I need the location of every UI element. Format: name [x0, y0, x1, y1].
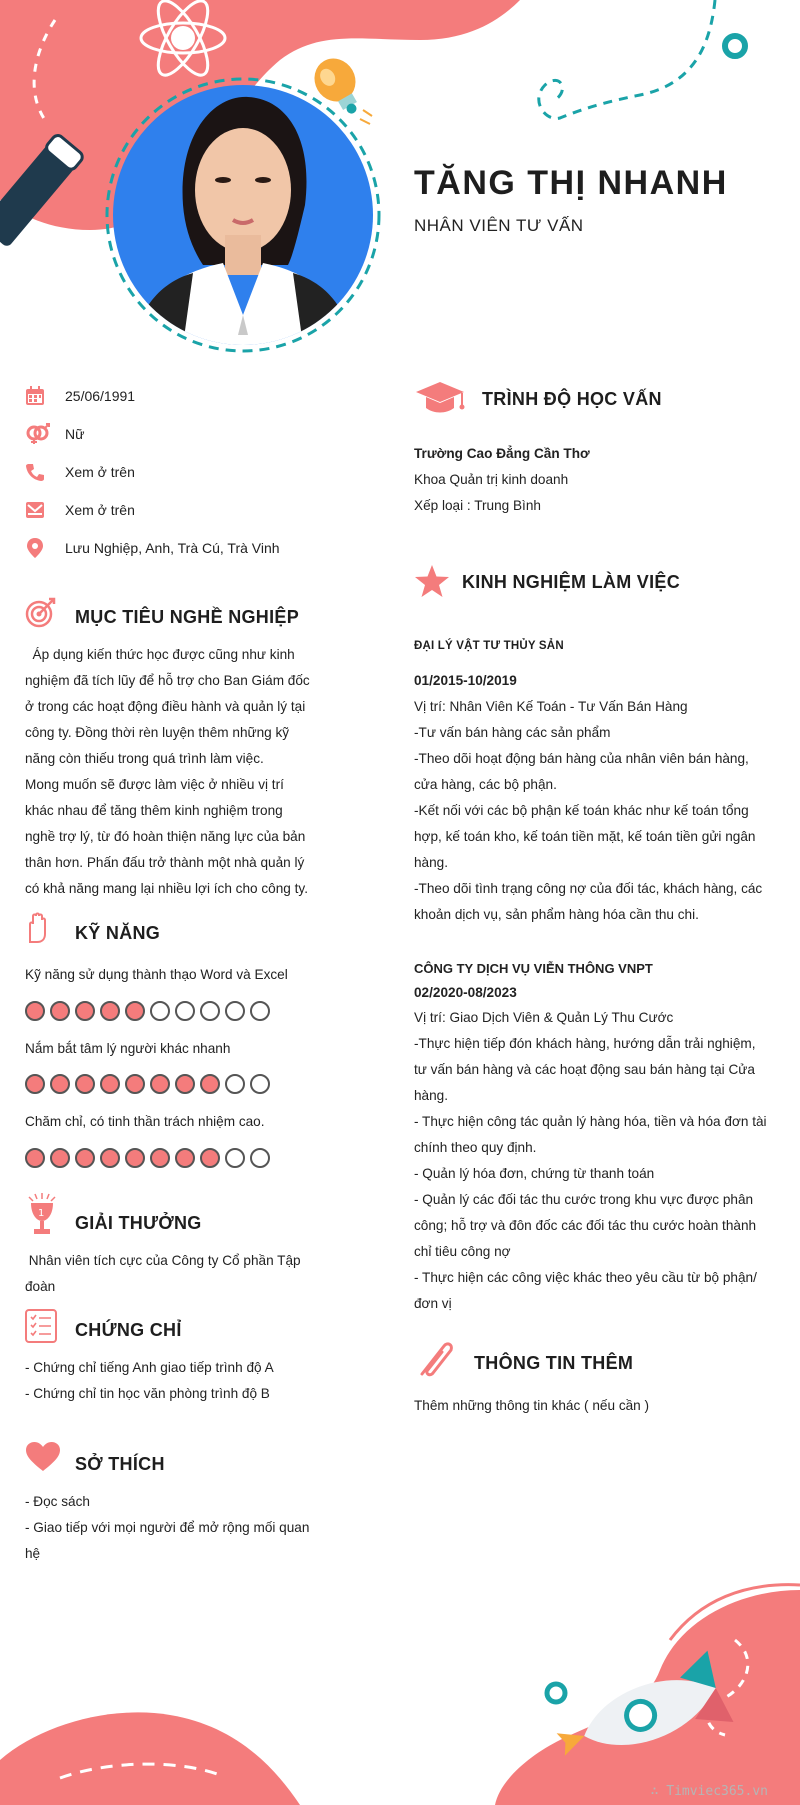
rating-dot-empty [250, 1148, 270, 1168]
certificates-title: CHỨNG CHỈ [75, 1320, 182, 1340]
ring-icon [547, 1684, 565, 1702]
location-pin-icon [25, 535, 55, 561]
job-line: cửa hàng, các bộ phận. [414, 777, 557, 792]
objective-title: MỤC TIÊU NGHỀ NGHIỆP [75, 607, 300, 627]
extra-text: Thêm những thông tin khác ( nếu cần ) [414, 1398, 650, 1413]
bottom-left-blob [0, 1712, 300, 1805]
rating-dot-filled [25, 1074, 45, 1094]
skill-rating [25, 1001, 270, 1021]
objective-line: có khả năng mang lại nhiều lợi ích cho công ty. [25, 881, 308, 896]
rating-dot-filled [200, 1074, 220, 1094]
birthday-text: 25/06/1991 [65, 388, 136, 404]
rating-dot-empty [200, 1001, 220, 1021]
objective-line: nghiệm đã tích lũy để hỗ trợ cho Ban Giám đốc [25, 673, 310, 688]
job-line: tư vấn bán hàng và các hoạt động sau bán hàng tại Cửa [414, 1062, 755, 1077]
rating-dot-filled [125, 1001, 145, 1021]
hand-icon [25, 912, 49, 949]
awards-text [25, 1248, 318, 1300]
job-line: công; hỗ trợ và đôn đốc các đối tác thu cước hoàn thành [414, 1218, 757, 1233]
objective-line: công ty. Đồng thời rèn luyện thêm những kỹ [25, 725, 290, 740]
job-line: hàng. [414, 855, 449, 870]
objective-line: năng còn thiếu trong quá trình làm việc. [25, 751, 264, 766]
skills-title: KỸ NĂNG [75, 923, 161, 943]
skill-label: Kỹ năng sử dụng thành thạo Word và Excel [25, 967, 288, 982]
certificate-icon [25, 1309, 57, 1348]
profile-photo [113, 85, 373, 345]
paperclip-icon [414, 1338, 458, 1387]
rating-dot-filled [50, 1074, 70, 1094]
school-name: Trường Cao Đẳng Cần Thơ [414, 446, 590, 461]
job-line: -Theo dõi tình trạng công nợ của đối tác, khách hàng, các [414, 881, 763, 896]
job-line: đơn vị [414, 1296, 452, 1311]
objective-line: thân hơn. Phấn đấu trở thành một nhà quản lý [25, 855, 305, 870]
education-title: TRÌNH ĐỘ HỌC VẤN [482, 389, 662, 409]
rating-dot-filled [25, 1001, 45, 1021]
address-text: Lưu Nghiệp, Anh, Trà Cú, Trà Vinh [65, 540, 280, 556]
rating-dot-empty [225, 1074, 245, 1094]
extra-title: THÔNG TIN THÊM [474, 1353, 634, 1373]
experience-title: KINH NGHIỆM LÀM VIỆC [462, 572, 681, 592]
candidate-name: TĂNG THỊ NHANH [414, 164, 728, 202]
job-line: - Thực hiện công tác quản lý hàng hóa, tiền và hóa đơn tài [414, 1114, 767, 1129]
rating-dot-filled [25, 1148, 45, 1168]
star-icon [414, 564, 450, 603]
rating-dot-empty [225, 1001, 245, 1021]
job-company: ĐẠI LÝ VẬT TƯ THỦY SẢN [414, 640, 564, 652]
phone-icon [25, 459, 55, 485]
skill-rating [25, 1074, 270, 1094]
skill-label: Chăm chỉ, có tinh thần trách nhiệm cao. [25, 1114, 265, 1129]
job-line: - Thực hiện các công việc khác theo yêu cầu từ bộ phận/ [414, 1270, 757, 1285]
award-line: đoàn [25, 1279, 56, 1294]
rating-dot-filled [125, 1148, 145, 1168]
hobbies-text [25, 1489, 318, 1567]
hobbies-title: SỞ THÍCH [75, 1454, 165, 1474]
calendar-icon [25, 383, 55, 409]
certificate-line: - Chứng chỉ tiếng Anh giao tiếp trình độ A [25, 1360, 274, 1375]
job-line: chỉ tiêu công nợ [414, 1244, 511, 1259]
objective-line: Mong muốn sẽ được làm việc ở nhiều vị trí [25, 777, 284, 792]
job-description [414, 694, 774, 928]
watermark: ∴ Timviec365.vn [650, 1784, 768, 1799]
rating-dot-filled [175, 1148, 195, 1168]
contact-birthday [25, 383, 135, 409]
skill-label: Nắm bắt tâm lý người khác nhanh [25, 1041, 231, 1056]
rating-dot-empty [250, 1001, 270, 1021]
job-description [414, 1005, 774, 1317]
job-line: chính theo quy định. [414, 1140, 537, 1155]
contact-phone [25, 459, 135, 485]
heart-icon [25, 1441, 61, 1478]
contact-email [25, 497, 135, 523]
job-line: -Theo dõi hoạt động bán hàng của nhân viên bán hàng, [414, 751, 749, 766]
hobby-line: - Giao tiếp với mọi người để mở rộng mối quan [25, 1520, 310, 1535]
rating-dot-filled [150, 1148, 170, 1168]
job-period: 01/2015-10/2019 [414, 673, 517, 688]
job-line: hàng. [414, 1088, 449, 1103]
target-icon [25, 596, 57, 633]
objective-line: ở trong các hoạt động điều hành và quản lý tại [25, 699, 306, 714]
rating-dot-filled [75, 1001, 95, 1021]
job-period: 02/2020-08/2023 [414, 985, 517, 1000]
phone-text: Xem ở trên [65, 464, 135, 480]
trophy-icon [25, 1193, 59, 1242]
job-line: Vị trí: Nhân Viên Kế Toán - Tư Vấn Bán Hàng [414, 699, 688, 714]
rating-dot-empty [250, 1074, 270, 1094]
job-company: CÔNG TY DỊCH VỤ VIỄN THÔNG VNPT [414, 961, 653, 976]
job-line: khoản dịch vụ, sản phẩm hàng hóa cần thu chi. [414, 907, 699, 922]
faculty-name: Khoa Quản trị kinh doanh [414, 472, 569, 487]
job-line: - Quản lý các đối tác thu cước trong khu vực được phân [414, 1192, 754, 1207]
hobby-line: hệ [25, 1546, 41, 1561]
gender-icon [25, 421, 55, 447]
job-title: NHÂN VIÊN TƯ VẤN [414, 216, 584, 235]
avatar [113, 85, 373, 345]
education-grade: Xếp loại : Trung Bình [414, 498, 541, 513]
contact-address [25, 535, 280, 561]
rating-dot-filled [75, 1074, 95, 1094]
rating-dot-empty [225, 1148, 245, 1168]
svg-text:1: 1 [38, 1208, 45, 1219]
job-line: - Quản lý hóa đơn, chứng từ thanh toán [414, 1166, 655, 1181]
rating-dot-filled [200, 1148, 220, 1168]
rating-dot-filled [50, 1001, 70, 1021]
objective-line: khác nhau để tăng thêm kinh nghiệm trong [25, 803, 283, 818]
rating-dot-filled [125, 1074, 145, 1094]
award-line: Nhân viên tích cực của Công ty Cổ phần Tập [25, 1253, 301, 1268]
awards-title: GIẢI THƯỞNG [75, 1213, 202, 1233]
job-line: -Kết nối với các bộ phận kế toán khác như kế toán tổng [414, 803, 749, 818]
contact-gender [25, 421, 84, 447]
job-line: -Thực hiện tiếp đón khách hàng, hướng dẫn trải nghiệm, [414, 1036, 756, 1051]
rating-dot-filled [75, 1148, 95, 1168]
email-icon [25, 497, 55, 523]
rating-dot-filled [100, 1074, 120, 1094]
rating-dot-empty [175, 1001, 195, 1021]
rating-dot-empty [150, 1001, 170, 1021]
objective-line: nghề trợ lý, từ đó hoàn thiện năng lực của bản [25, 829, 306, 844]
email-text: Xem ở trên [65, 502, 135, 518]
ring-icon [725, 36, 745, 56]
job-line: Vị trí: Giao Dịch Viên & Quản Lý Thu Cước [414, 1010, 674, 1025]
graduation-cap-icon [414, 380, 470, 421]
certificate-line: - Chứng chỉ tin học văn phòng trình độ B [25, 1386, 270, 1401]
job-line: -Tư vấn bán hàng các sản phẩm [414, 725, 611, 740]
job-line: hợp, kế toán kho, kế toán tiền mặt, kế toán tiền gửi ngân [414, 829, 756, 844]
objective-text [25, 642, 318, 902]
gender-text: Nữ [65, 426, 85, 442]
rating-dot-filled [150, 1074, 170, 1094]
rating-dot-filled [100, 1001, 120, 1021]
hobby-line: - Đọc sách [25, 1494, 90, 1509]
rating-dot-filled [100, 1148, 120, 1168]
rating-dot-filled [50, 1148, 70, 1168]
certificates-text [25, 1355, 318, 1407]
skill-rating [25, 1148, 270, 1168]
objective-line: Áp dụng kiến thức học được cũng như kinh [25, 647, 295, 662]
rating-dot-filled [175, 1074, 195, 1094]
